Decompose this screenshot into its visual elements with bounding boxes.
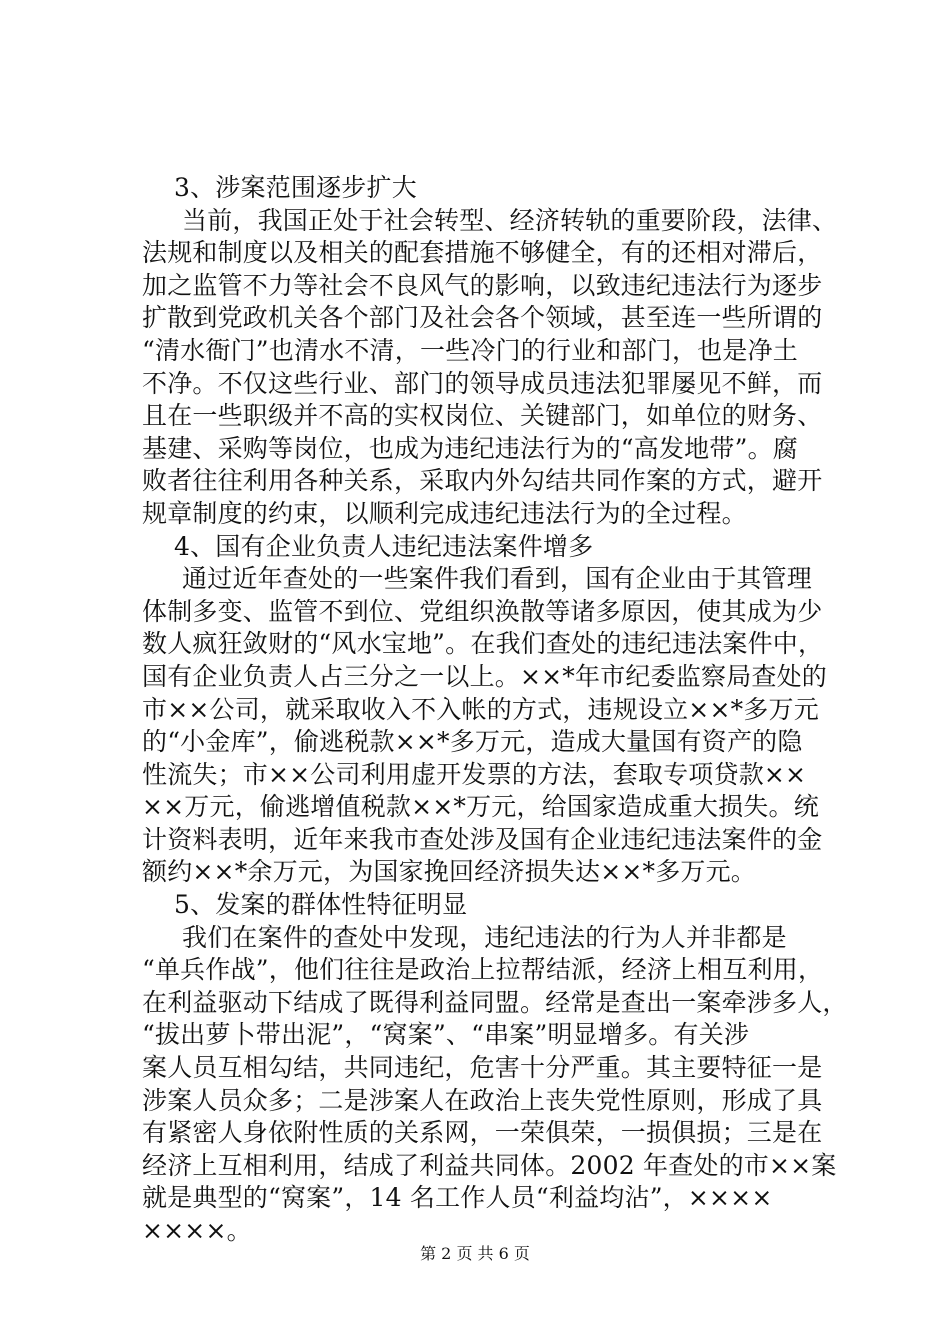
text-line: ××万元，偷逃增值税款××*万元，给国家造成重大损失。统 (142, 792, 819, 822)
text-line: 经济上互相利用，结成了利益共同体。2002 年查处的市××案 (142, 1150, 837, 1180)
text-line: 法规和制度以及相关的配套措施不够健全，有的还相对滞后， (142, 238, 823, 268)
text-line: 不净。不仅这些行业、部门的领导成员违法犯罪屡见不鲜，而 (142, 368, 823, 398)
text-line: 当前，我国正处于社会转型、经济转轨的重要阶段，法律、 (182, 205, 838, 235)
text-line: 在利益驱动下结成了既得利益同盟。经常是查出一案牵涉多人， (142, 987, 848, 1017)
text-line: “清水衙门”也清水不清，一些冷门的行业和部门，也是净土 (142, 335, 798, 365)
text-line: 败者往往利用各种关系，采取内外勾结共同作案的方式，避开 (142, 466, 823, 496)
text-line: 计资料表明，近年来我市查处涉及国有企业违纪违法案件的金 (142, 824, 823, 854)
text-line: 通过近年查处的一些案件我们看到，国有企业由于其管理 (182, 564, 813, 594)
text-line: 的“小金库”，偷逃税款××*多万元，造成大量国有资产的隐 (142, 727, 803, 757)
text-line: 国有企业负责人占三分之一以上。××*年市纪委监察局查处的 (142, 661, 827, 691)
section-heading: 4、国有企业负责人违纪违法案件增多 (174, 531, 594, 561)
text-line: 数人疯狂敛财的“风水宝地”。在我们查处的违纪违法案件中， (142, 629, 824, 659)
text-line: 规章制度的约束，以顺利完成违纪违法行为的全过程。 (142, 498, 747, 528)
text-line: 体制多变、监管不到位、党组织涣散等诸多原因，使其成为少 (142, 596, 823, 626)
text-line: 且在一些职级并不高的实权岗位、关键部门，如单位的财务、 (142, 401, 823, 431)
text-line: 扩散到党政机关各个部门及社会各个领域，甚至连一些所谓的 (142, 303, 823, 333)
text-line: 就是典型的“窝案”，14 名工作人员“利益均沾”，×××× (142, 1183, 773, 1213)
text-line: 额约××*余万元，为国家挽回经济损失达××*多万元。 (142, 857, 756, 887)
text-line: 基建、采购等岗位，也成为违纪违法行为的“高发地带”。腐 (142, 433, 798, 463)
text-line: 性流失；市××公司利用虚开发票的方法，套取专项贷款×× (142, 759, 807, 789)
text-line: 加之监管不力等社会不良风气的影响，以致违纪违法行为逐步 (142, 270, 823, 300)
text-line: “拔出萝卜带出泥”，“窝案”、“串案”明显增多。有关涉 (142, 1020, 750, 1050)
page-footer: 第 2 页 共 6 页 (420, 1244, 530, 1263)
section-heading: 3、涉案范围逐步扩大 (174, 173, 417, 202)
document-body (142, 172, 848, 1248)
text-line: “单兵作战”，他们往往是政治上拉帮结派，经济上相互利用， (142, 955, 824, 985)
text-line: 涉案人员众多；二是涉案人在政治上丧失党性原则，形成了具 (142, 1085, 823, 1115)
text-line: ××××。 (142, 1216, 252, 1245)
text-line: 市××公司，就采取收入不入帐的方式，违规设立××*多万元 (142, 694, 819, 724)
section-heading: 5、发案的群体性特征明显 (174, 890, 468, 920)
text-line: 案人员互相勾结，共同违纪，危害十分严重。其主要特征一是 (142, 1053, 823, 1083)
text-line: 有紧密人身依附性质的关系网，一荣俱荣，一损俱损；三是在 (142, 1118, 823, 1148)
text-line: 我们在案件的查处中发现，违纪违法的行为人并非都是 (182, 922, 787, 952)
